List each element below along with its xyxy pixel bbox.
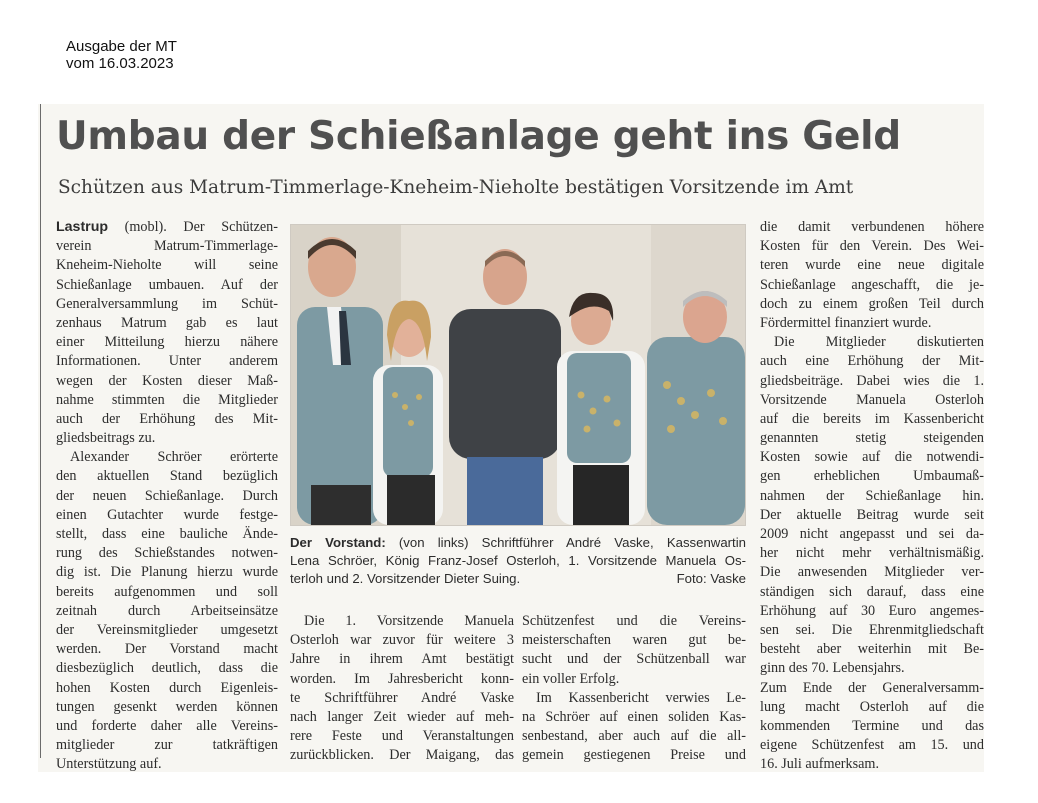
article-line: Schützenfest und die Vereins- [522, 613, 746, 629]
article-line: meisterschaften waren gut be- [522, 632, 746, 649]
article-line: auch der Erhöhung des Mit- [56, 410, 278, 427]
article-line: diesbezüglich deutlich, dass die [56, 660, 278, 677]
caption-line-1-rest: (von links) Schriftführer André Vaske, Kassenwartin [385, 535, 746, 550]
article-line: sucht und der Schützenball war [522, 651, 746, 668]
board-group-photo [290, 224, 746, 526]
article-line: Der aktuelle Beitrag wurde seit [760, 506, 984, 523]
article-line: auch eine Erhöhung der Mit- [760, 353, 984, 370]
article-line: Kosten sowie auf die notwendi- [760, 449, 984, 466]
article-line: einen Gutachter wurde festge- [56, 506, 278, 523]
article-line: nahme stimmten die Mitglieder [56, 391, 278, 408]
article-line: gen erheblichen Umbaumaß- [760, 468, 984, 485]
article-line: den aktuellen Stand bezüglich [56, 468, 278, 485]
article-line: Erhöhung auf 30 Euro angemes- [760, 602, 984, 619]
article-line: Die anwesenden Mitglieder ver- [760, 564, 984, 581]
issue-note-line-1: Ausgabe der MT [66, 38, 177, 55]
article-line: bereits aufgenommen und soll [56, 583, 278, 600]
article-line: der neuen Schießanlage. Durch [56, 487, 278, 504]
article-line: gliedsbeitrags zu. [56, 430, 156, 447]
article-line: teren wurde eine neue digitale [760, 257, 984, 274]
article-line: te Schriftführer André Vaske [290, 689, 514, 706]
article-line: einer Mitteilung hierzu nähere [56, 334, 278, 351]
photo-caption [290, 534, 746, 588]
caption-lead: Der Vorstand: [290, 535, 386, 550]
issue-note-line-2: vom 16.03.2023 [66, 55, 174, 72]
article-line: Fördermittel finanziert wurde. [760, 314, 932, 331]
article-line: gemein gestiegenen Preise und [522, 747, 746, 764]
article-line: dig ist. Die Planung hierzu wurde [56, 564, 278, 581]
article-line: wegen der Kosten dieser Maß- [56, 372, 278, 389]
article-line: auf die bereits im Kassenbericht [760, 410, 984, 427]
article-line: 2009 nicht angepasst und sei da- [760, 526, 984, 542]
article-line: Unterstützung auf. [56, 756, 162, 773]
article-line: Informationen. Unter anderem [56, 353, 278, 370]
article-line: zenhaus Matrum gab es laut [56, 314, 278, 331]
dateline: Lastrup [56, 219, 109, 235]
article-line: Im Kassenbericht verwies Le- [536, 689, 746, 706]
article-line: gliedsbeiträge. Dabei wies die 1. [760, 372, 984, 389]
article-line: und forderte daher alle Vereins- [56, 717, 278, 734]
caption-line-1 [290, 534, 746, 552]
caption-line-3-text: terloh und 2. Vorsitzender Dieter Suing. [290, 571, 521, 586]
article-line: ständigen sich darauf, dass eine [760, 583, 984, 600]
group-photo-illustration [291, 225, 745, 525]
article-line: Lastrup (mobl). Der Schützen- [56, 219, 278, 235]
article-column-3 [522, 612, 746, 766]
article-line: 16. Juli aufmerksam. [760, 756, 879, 773]
article-line: rung des Schießstandes notwen- [56, 545, 278, 562]
article-line: eigene Schützenfest am 15. und [760, 737, 984, 754]
article-line: Generalversammlung im Schüt- [56, 295, 278, 312]
article-line: kommenden Termine und das [760, 717, 984, 734]
article-line: zurückblicken. Der Maigang, das [290, 747, 514, 764]
article-line: nach langer Zeit wieder auf meh- [290, 708, 514, 725]
article-line: stellt, dass eine bauliche Ände- [56, 526, 278, 542]
article-line: ginn des 70. Lebensjahrs. [760, 660, 905, 677]
article-line: Schießanlage umbauen. Auf der [56, 276, 278, 293]
article-column-1 [56, 218, 278, 774]
caption-line-3 [290, 570, 746, 588]
clipping-edge-rule [40, 104, 41, 758]
article-line: genannten stetig steigenden [760, 430, 984, 447]
caption-line-2: Lena Schröer, König Franz-Josef Osterloh, 1. Vorsitzende Manuela Os- [290, 553, 746, 568]
article-line: verein Matrum-Timmerlage- [56, 238, 278, 255]
article-column-2 [290, 612, 514, 766]
article-line: Vorsitzende Manuela Osterloh [760, 391, 984, 408]
article-line: zeitnah durch Arbeitseinsätze [56, 602, 278, 619]
article-line: mitglieder zur tatkräftigen [56, 737, 278, 754]
article-line: worden. Im Jahresbericht konn- [290, 670, 514, 687]
article-line: senbestand, aber auch auf die all- [522, 728, 746, 745]
article-subheadline: Schützen aus Matrum-Timmerlage-Kneheim-Nieholte bestätigen Vorsitzende im Amt [58, 177, 854, 198]
article-line: nahmen der Schießanlage hin. [760, 487, 984, 504]
article-line: doch zu einem großen Teil durch [760, 295, 984, 312]
article-line: ein voller Erfolg. [522, 670, 620, 687]
article-column-4 [760, 218, 984, 774]
article-line: tungen gesenkt werden können [56, 698, 278, 715]
article-line: Schießanlage angeschafft, die je- [760, 276, 984, 293]
article-line: Kosten für den Verein. Des Wei- [760, 238, 984, 255]
photo-credit: Foto: Vaske [676, 571, 746, 586]
article-headline: Umbau der Schießanlage geht ins Geld [56, 114, 901, 159]
issue-note [66, 38, 177, 72]
article-line: sen sei. Die Ehrenmitgliedschaft [760, 621, 984, 638]
article-line: Osterloh war zuvor für weitere 3 [290, 632, 514, 649]
article-line: besteht aber weiterhin mit Be- [760, 641, 984, 658]
article-line: Jahre in ihrem Amt bestätigt [290, 651, 514, 668]
article-line: die damit verbundenen höhere [760, 219, 984, 235]
article-line: lung macht Osterloh auf die [760, 698, 984, 715]
article-line: der Vereinsmitglieder umgesetzt [56, 621, 278, 638]
article-line: Zum Ende der Generalversamm- [760, 679, 984, 696]
article-line: Die Mitglieder diskutierten [774, 334, 984, 351]
article-line: na Schröer auf einen soliden Kas- [522, 708, 746, 725]
article-line: Alexander Schröer erörterte [70, 449, 278, 466]
article-line: rere Feste und Veranstaltungen [290, 728, 514, 745]
article-line: werden. Der Vorstand macht [56, 641, 278, 658]
article-line: Die 1. Vorsitzende Manuela [304, 613, 514, 629]
article-line: her nicht mehr verhältnismäßig. [760, 545, 984, 562]
article-line: Kneheim-Nieholte will seine [56, 257, 278, 274]
article-line: hohen Kosten durch Eigenleis- [56, 679, 278, 696]
